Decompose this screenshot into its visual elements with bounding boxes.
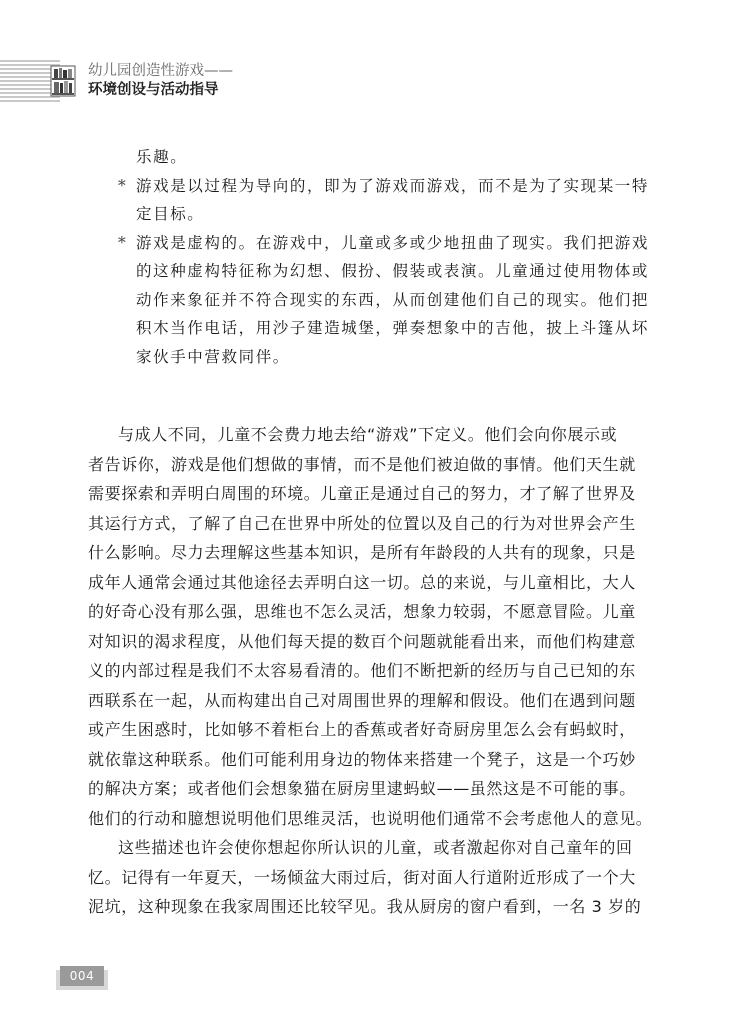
book-title: 幼儿园创造性游戏——: [88, 63, 233, 79]
bullet-text: 游戏是虚构的。在游戏中，儿童或多或少地扭曲了现实。我们把游戏: [136, 233, 650, 252]
bullet-line: [118, 229, 650, 258]
bullet-line: 定目标。: [136, 205, 205, 223]
paragraph-line: 与成人不同，儿童不会费力地去给“游戏”下定义。他们会向你展示或: [118, 425, 618, 444]
paragraph-line: 西联系在一起，从而构建出自己对周围世界的理解和假设。他们在遇到问题: [88, 690, 636, 710]
bullet-line: 积木当作电话，用沙子建造城堡，弹奏想象中的吉他，披上斗篷从坏: [136, 319, 650, 337]
bullet-line: 动作来象征并不符合现实的东西，从而创建他们自己的现实。他们把: [136, 290, 650, 309]
paragraph-2: [88, 833, 648, 922]
header-text: [88, 62, 233, 100]
paragraph-line: 这些描述也许会使你想起你所认识的儿童，或者激起你对自己童年的回: [118, 838, 633, 857]
paragraph-line: 泥坑，这种现象在我家周围还比较罕见。我从厨房的窗户看到，一名 3 岁的: [88, 897, 642, 916]
book-subtitle: 环境创设与活动指导: [88, 82, 219, 98]
bullet-list: [118, 143, 650, 371]
bullet-line: 家伙手中营救同伴。: [136, 347, 290, 366]
bullet-line: 的这种虚构特征称为幻想、假扮、假装或表演。儿童通过使用物体或: [136, 262, 650, 280]
bullet-text: 游戏是以过程为导向的，即为了游戏而游戏，而不是为了实现某一特: [136, 176, 650, 195]
bookshelf-icon: [48, 64, 78, 98]
paragraph-line: 需要探索和弄明白周围的环境。儿童正是通过自己的努力，才了解了世界及: [88, 484, 636, 503]
paragraph-line: 他们的行动和臆想说明他们思维灵活，也说明他们通常不会考虑他人的意见。: [88, 808, 653, 828]
paragraph-line: 其运行方式，了解了自己在世界中所处的位置以及自己的行为对世界会产生: [88, 513, 636, 533]
paragraph-line: 忆。记得有一年夏天，一场倾盆大雨过后，街对面人行道附近形成了一个大: [88, 867, 636, 887]
bullet-continuation: 乐趣。: [136, 148, 188, 166]
paragraph-line: 什么影响。尽力去理解这些基本知识，是所有年龄段的人共有的现象，只是: [88, 543, 636, 562]
paragraph-line: 义的内部过程是我们不太容易看清的。他们不断把新的经历与自己已知的东: [88, 661, 636, 680]
paragraph-line: 成年人通常会通过其他途径去弄明白这一切。总的来说，与儿童相比，大人: [88, 572, 636, 592]
bullet-line: [118, 172, 650, 201]
paragraph-line: 的好奇心没有那么强，思维也不怎么灵活，想象力较弱，不愿意冒险。儿童: [88, 602, 636, 621]
paragraph-line: 对知识的渴求程度，从他们每天提的数百个问题就能看出来，而他们构建意: [88, 631, 636, 651]
paragraph-line: 或产生困惑时，比如够不着柜台上的香蕉或者好奇厨房里怎么会有蚂蚁时，: [88, 720, 636, 739]
bullet-mark: *: [118, 233, 128, 252]
bullet-mark: *: [118, 176, 128, 195]
running-header: [0, 60, 250, 102]
page-number: 004: [60, 966, 104, 986]
paragraph-line: 者告诉你，游戏是他们想做的事情，而不是他们被迫做的事情。他们天生就: [88, 454, 636, 474]
bullet-item: [118, 229, 650, 372]
paragraph-line: 就依靠这种联系。他们可能利用身边的物体来搭建一个凳子，这是一个巧妙: [88, 749, 636, 769]
bullet-item: [118, 172, 650, 229]
paragraph-line: 的解决方案；或者他们会想象猫在厨房里逮蚂蚁——虽然这是不可能的事。: [88, 779, 636, 798]
paragraph-1: [88, 420, 653, 833]
